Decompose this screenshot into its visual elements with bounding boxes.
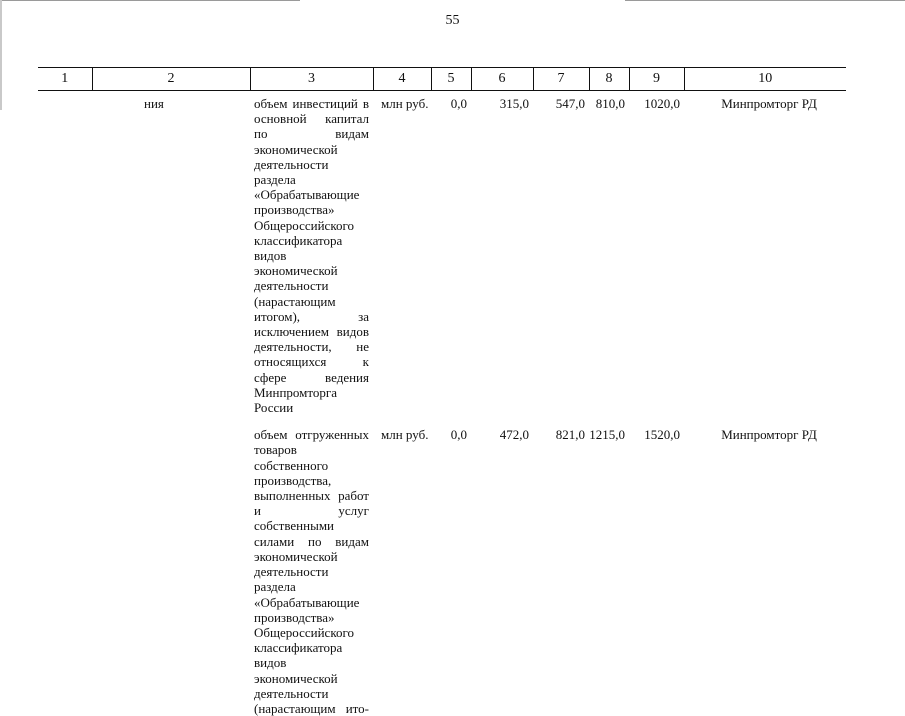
responsible-cell: Минпромторг РД — [684, 91, 846, 416]
value-col-5: 0,0 — [431, 415, 471, 716]
table-header — [38, 68, 846, 91]
scan-border-top-right — [625, 0, 905, 1]
indicator-description — [250, 415, 373, 716]
header-col-6: 6 — [471, 68, 533, 91]
header-col-10: 10 — [684, 68, 846, 91]
page-number: 55 — [0, 13, 905, 29]
cell-col-1 — [38, 415, 92, 716]
header-col-5: 5 — [431, 68, 471, 91]
scan-border-top-left — [0, 0, 300, 1]
responsible-cell: Минпромторг РД — [684, 415, 846, 716]
header-row — [38, 68, 846, 91]
indicator-text: объем отгруженных товаров собственного производства, выполненных работ и услуг собственными силами по видам экономической деятельности раздела «Обрабатывающие производства» Общероссийского классификатора видов экономической деятельности (нарастающим ито- — [254, 427, 369, 716]
value-col-9: 1520,0 — [629, 415, 684, 716]
value-col-8: 1215,0 — [589, 415, 629, 716]
indicator-text: объем инвестиций в основной капитал по видам экономической деятельности раздела «Обрабатывающие производства» Общероссийского классификатора видов экономической деятельности (нарастающим итогом), за исключением видов деятельности, не относящихся к сфере ведения Минпромторга России — [254, 96, 369, 415]
cell-col-2: ния — [92, 91, 250, 416]
table-body — [38, 91, 846, 716]
header-col-9: 9 — [629, 68, 684, 91]
cell-col-1 — [38, 91, 92, 416]
header-col-2: 2 — [92, 68, 250, 91]
value-col-7: 821,0 — [533, 415, 589, 716]
cell-col-2 — [92, 415, 250, 716]
value-col-6: 315,0 — [471, 91, 533, 416]
unit-cell: млн руб. — [373, 415, 431, 716]
header-col-4: 4 — [373, 68, 431, 91]
value-col-7: 547,0 — [533, 91, 589, 416]
unit-cell: млн руб. — [373, 91, 431, 416]
header-col-8: 8 — [589, 68, 629, 91]
value-col-8: 810,0 — [589, 91, 629, 416]
header-col-7: 7 — [533, 68, 589, 91]
table-row — [38, 415, 846, 716]
header-col-3: 3 — [250, 68, 373, 91]
value-col-6: 472,0 — [471, 415, 533, 716]
value-col-5: 0,0 — [431, 91, 471, 416]
indicator-description — [250, 91, 373, 416]
table-row — [38, 91, 846, 416]
value-col-9: 1020,0 — [629, 91, 684, 416]
header-col-1: 1 — [38, 68, 92, 91]
data-table — [38, 67, 846, 716]
